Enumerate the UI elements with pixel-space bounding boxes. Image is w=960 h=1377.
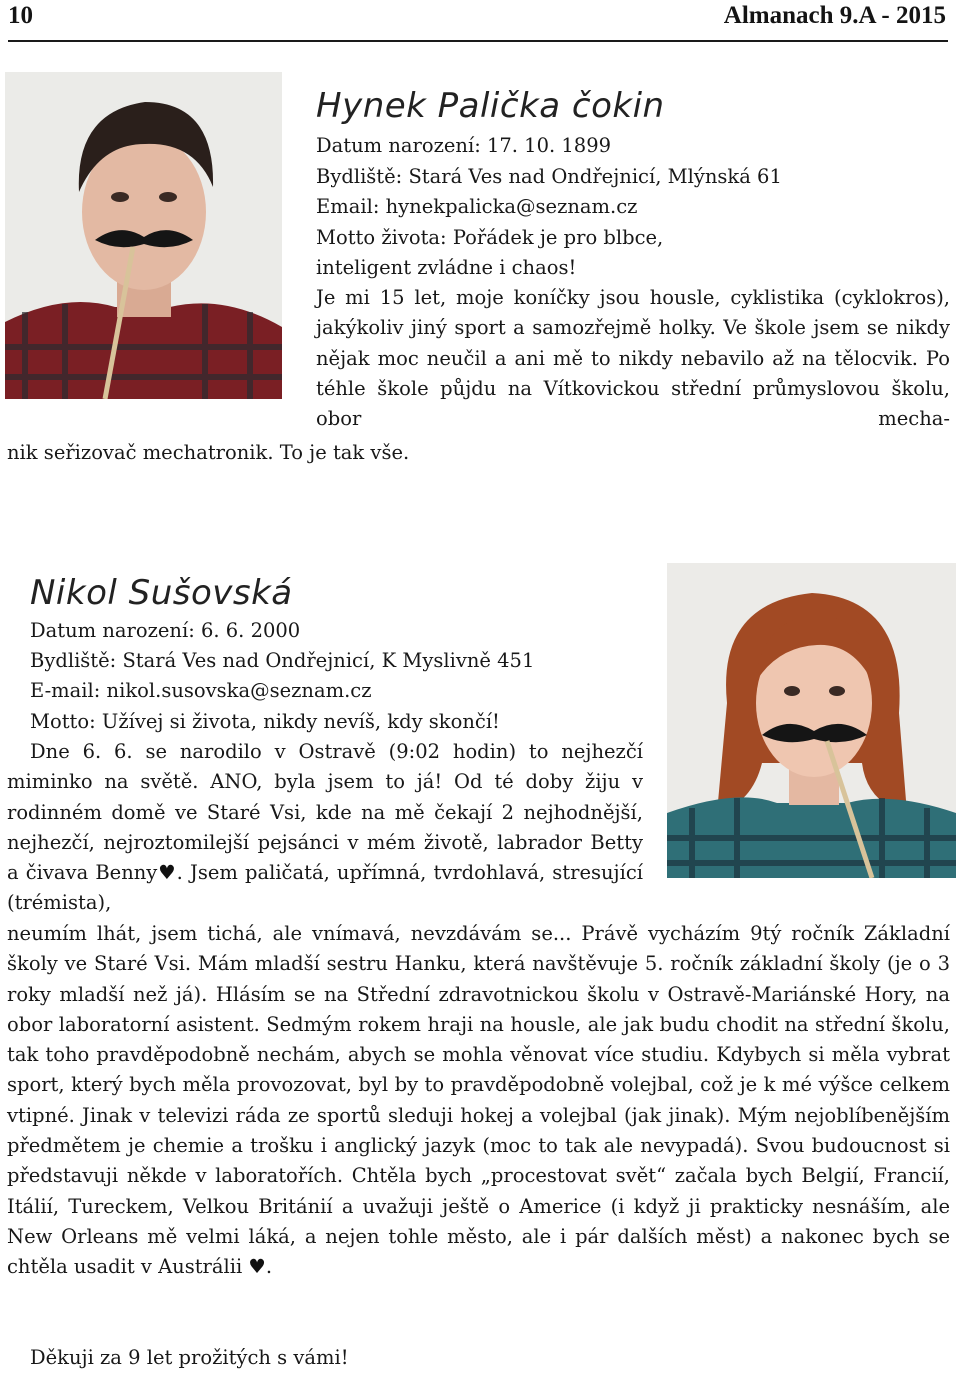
birth-date: Datum narození: 6. 6. 2000 [30, 619, 301, 642]
student-photo-nikol [667, 563, 956, 878]
bio-text: . Jsem paličatá, upřímná, tvrdohlavá, stresující (trémista), [7, 861, 643, 915]
student-photo-hynek [5, 72, 282, 399]
almanac-title: Almanach 9.A - 2015 [723, 2, 946, 29]
bio-text: Je mi 15 let, moje koníčky jsou housle, cyklistika (cyklokros), jakýkoliv jiný sport a samozřejmě holky. Ve škole jsem se nikdy nějak moc neučil a ani mě to nikdy nebavilo až na tělocvik. Po téhle škole půjdu na Vítkovickou střední průmyslovou školu, obor mecha- [316, 286, 950, 431]
heart-icon: ♥ [157, 861, 177, 885]
residence: Bydliště: Stará Ves nad Ondřejnicí, Mlýnská 61 [316, 165, 782, 188]
bio-paragraph-hynek [316, 283, 950, 434]
residence: Bydliště: Stará Ves nad Ondřejnicí, K Myslivně 451 [30, 649, 535, 672]
email: E-mail: nikol.susovska@seznam.cz [30, 679, 372, 702]
email: Email: hynekpalicka@seznam.cz [316, 195, 638, 218]
motto-line-2: inteligent zvládne i chaos! [316, 256, 577, 279]
motto-line-1: Motto života: Pořádek je pro blbce, [316, 226, 664, 249]
motto: Motto: Užívej si života, nikdy nevíš, kdy skončí! [30, 710, 500, 733]
closing-line: Děkuji za 9 let prožitých s vámi! [30, 1346, 349, 1369]
portrait-girl-icon [667, 563, 956, 878]
page-number: 10 [8, 2, 33, 29]
bio-paragraph-nikol-part1 [7, 737, 643, 919]
bio-text: neumím lhát, jsem tichá, ale vnímavá, nevzdávám se... Právě vycházím 9tý ročník Základní školy ve Staré Vsi. Mám mladší sestru Hanku, která navštěvuje 5. ročník základní školy (je o 3 roky mladší než já). Hlásím se na Střední zdravotnickou školu v Ostravě-Mariánské Hory, na obor laboratorní asistent. Sedmým rokem hraji na housle, ale jak budu chodit na střední školu, tak toho pravděpodobně nechám, abych se mohla věnovat více studiu. Kdybych si měla vybrat sport, který bych měla provozovat, byl by to pravděpodobně volejbal, což je k mé výšce celkem vtipné. Jinak v televizi ráda ze sportů sleduji hokej a volejbal (jak jinak). Mým nejoblíbenějším předmětem je chemie a trošku i anglický jazyk (moc to tak ale nevypadá). Svou budoucnost si představuji někde v laboratořích. Chtěla bych „procestovat svět“ začala bych Belgií, Francií, Itálií, Tureckem, Velkou Británií a uvažuji ještě o Americe (i když ji prakticky nesnáším, ale New Orleans mě velmi láká, a nejen tohle město, ale i pár dalších měst) a nakonec bych se chtěla usadit v Austrálii [7, 922, 950, 1279]
page-header [8, 0, 948, 42]
student-name-hynek: Hynek Palička čokin [316, 86, 665, 126]
bio-text: Dne 6. 6. se narodilo v Ostravě (9:02 hodin) to nejhezčí miminko na světě. ANO, byla jsem to já! Od té doby žiju v rodinném domě ve Staré Vsi, kde na mě čekají 2 nejhodnější, nejhezčí, nejroztomilejší pejsánci v mém životě, labrador Betty a čivava Benny [7, 740, 643, 885]
bio-paragraph-nikol-part2 [7, 919, 950, 1283]
student-name-nikol: Nikol Sušovská [30, 573, 293, 613]
bio-text-end: nik seřizovač mechatronik. To je tak vše. [7, 441, 410, 464]
portrait-boy-icon [5, 72, 282, 399]
birth-date: Datum narození: 17. 10. 1899 [316, 134, 612, 157]
bio-period: . [265, 1255, 273, 1279]
heart-icon: ♥ [248, 1255, 266, 1279]
